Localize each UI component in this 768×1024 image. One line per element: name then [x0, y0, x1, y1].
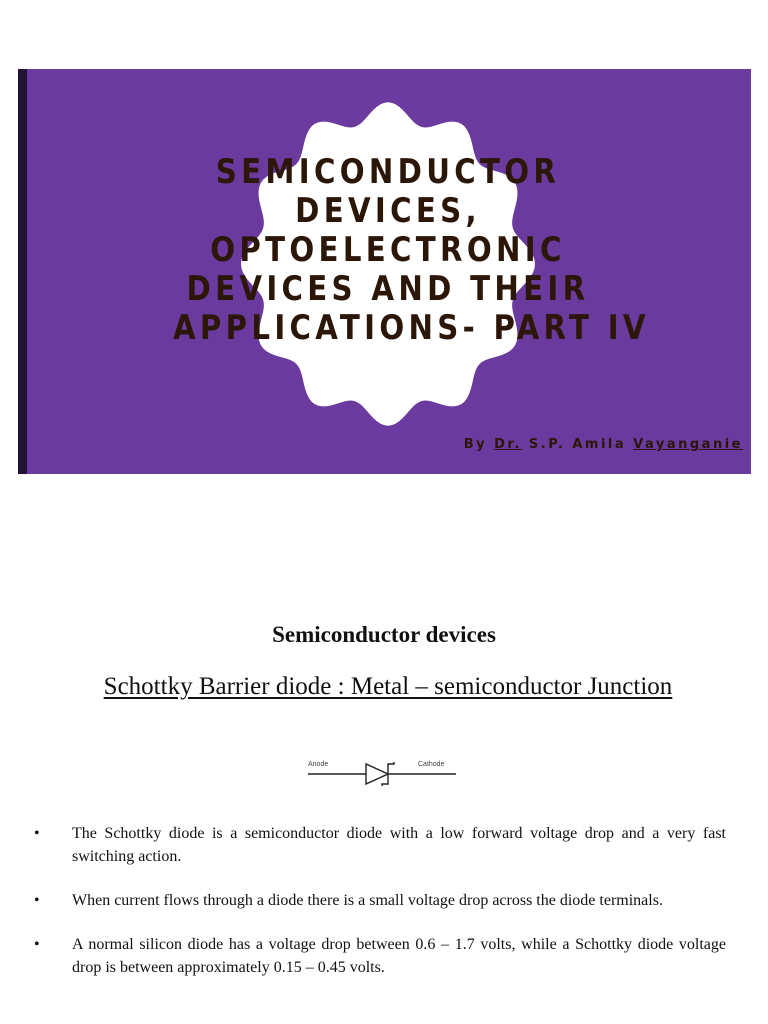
- list-item-text: The Schottky diode is a semiconductor diode with a low forward voltage drop and a very fast switching action.: [72, 825, 726, 865]
- bullet-icon: •: [34, 825, 40, 842]
- bullet-icon: •: [34, 936, 40, 953]
- bullet-icon: •: [34, 892, 40, 909]
- diode-triangle: [366, 764, 388, 784]
- slide-title-line: APPLICATIONS- PART IV: [173, 308, 650, 348]
- title-slide: [18, 69, 751, 474]
- slide-title: [173, 152, 650, 348]
- list-item: [34, 822, 726, 868]
- byline-name: S.P. Amila: [521, 437, 634, 452]
- byline-surname: Vayanganie: [633, 437, 743, 452]
- slide-title-line: SEMICONDUCTOR: [215, 152, 561, 192]
- section-heading: Semiconductor devices: [272, 622, 496, 647]
- list-item-text: A normal silicon diode has a voltage drop between 0.6 – 1.7 volts, while a Schottky diode voltage drop is between approximately 0.15 – 0.45 volts.: [72, 936, 726, 976]
- anode-label: Anode: [308, 761, 329, 768]
- slide-title-line: DEVICES,: [295, 191, 481, 231]
- list-item: [34, 889, 726, 912]
- list-item-text: When current flows through a diode there is a small voltage drop across the diode terminals.: [72, 892, 663, 909]
- byline-title: Dr.: [494, 437, 522, 452]
- slide-accent-bar: [18, 69, 27, 474]
- section-subheading: Schottky Barrier diode : Metal – semiconductor Junction: [103, 673, 673, 700]
- byline-prefix: By: [463, 437, 495, 452]
- slide-title-line: DEVICES AND THEIR: [186, 269, 590, 309]
- slide-title-line: OPTOELECTRONIC: [210, 230, 566, 270]
- cathode-label: Cathode: [418, 761, 445, 768]
- bullet-list: [34, 822, 726, 1000]
- slide-byline: [464, 437, 743, 452]
- list-item: [34, 933, 726, 979]
- schottky-diode-symbol-icon: [306, 752, 462, 792]
